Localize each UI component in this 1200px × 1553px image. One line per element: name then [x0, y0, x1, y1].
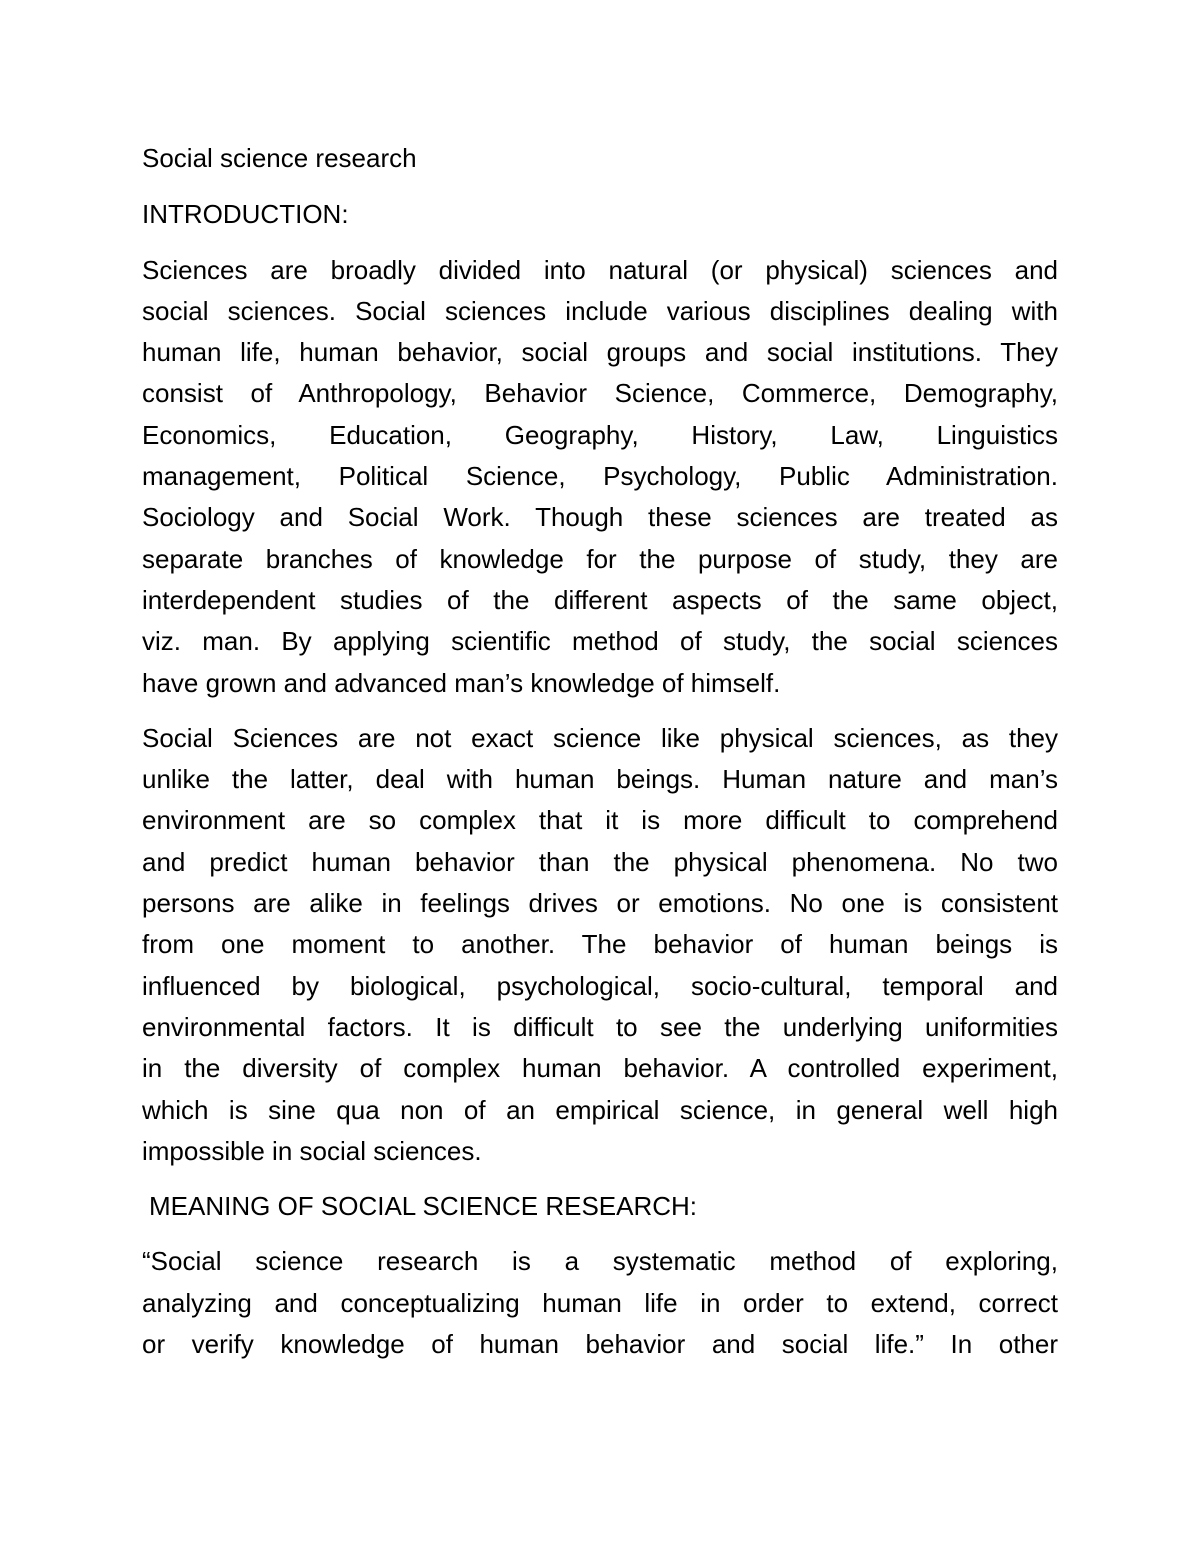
paragraph-line: “Social science research is a systematic method of exploring,	[142, 1246, 1058, 1277]
paragraph-line: which is sine qua non of an empirical science, in general well high	[142, 1094, 1058, 1125]
paragraph-line: and predict human behavior than the physical phenomena. No two	[142, 846, 1058, 877]
paragraph-line: Economics, Education, Geography, History, Law, Linguistics	[142, 419, 1058, 450]
meaning-paragraph	[142, 1241, 1058, 1365]
paragraph-line: environment are so complex that it is more difficult to comprehend	[142, 805, 1058, 836]
paragraph-line: unlike the latter, deal with human beings. Human nature and man’s	[142, 764, 1058, 795]
introduction-heading: INTRODUCTION:	[142, 199, 349, 230]
paragraph-line: influenced by biological, psychological, socio-cultural, temporal and	[142, 970, 1058, 1001]
paragraph-line: Sciences are broadly divided into natural (or physical) sciences and	[142, 254, 1058, 285]
meaning-heading: MEANING OF SOCIAL SCIENCE RESEARCH:	[149, 1191, 698, 1222]
paragraph-line: persons are alike in feelings drives or emotions. No one is consistent	[142, 888, 1058, 919]
paragraph-line: environmental factors. It is difficult to see the underlying uniformities	[142, 1011, 1058, 1042]
social-sciences-paragraph	[142, 718, 1058, 1172]
paragraph-line: from one moment to another. The behavior of human beings is	[142, 929, 1058, 960]
paragraph-line: separate branches of knowledge for the purpose of study, they are	[142, 543, 1058, 574]
paragraph-line: or verify knowledge of human behavior and social life.” In other	[142, 1329, 1058, 1360]
document-title: Social science research	[142, 143, 417, 173]
paragraph-line: Sociology and Social Work. Though these sciences are treated as	[142, 502, 1058, 533]
document-page	[142, 138, 1058, 1379]
paragraph-line: human life, human behavior, social groups and social institutions. They	[142, 337, 1058, 368]
paragraph-line: social sciences. Social sciences include various disciplines dealing with	[142, 295, 1058, 326]
paragraph-line: Social Sciences are not exact science like physical sciences, as they	[142, 722, 1058, 753]
paragraph-line: analyzing and conceptualizing human life in order to extend, correct	[142, 1287, 1058, 1318]
paragraph-line: consist of Anthropology, Behavior Science, Commerce, Demography,	[142, 378, 1058, 409]
paragraph-line: have grown and advanced man’s knowledge of himself.	[142, 667, 781, 698]
paragraph-line: interdependent studies of the different aspects of the same object,	[142, 584, 1058, 615]
introduction-paragraph	[142, 250, 1058, 704]
paragraph-line: management, Political Science, Psychology, Public Administration.	[142, 461, 1058, 492]
paragraph-line: in the diversity of complex human behavior. A controlled experiment,	[142, 1053, 1058, 1084]
paragraph-line: viz. man. By applying scientific method of study, the social sciences	[142, 626, 1058, 657]
paragraph-line: impossible in social sciences.	[142, 1135, 482, 1166]
